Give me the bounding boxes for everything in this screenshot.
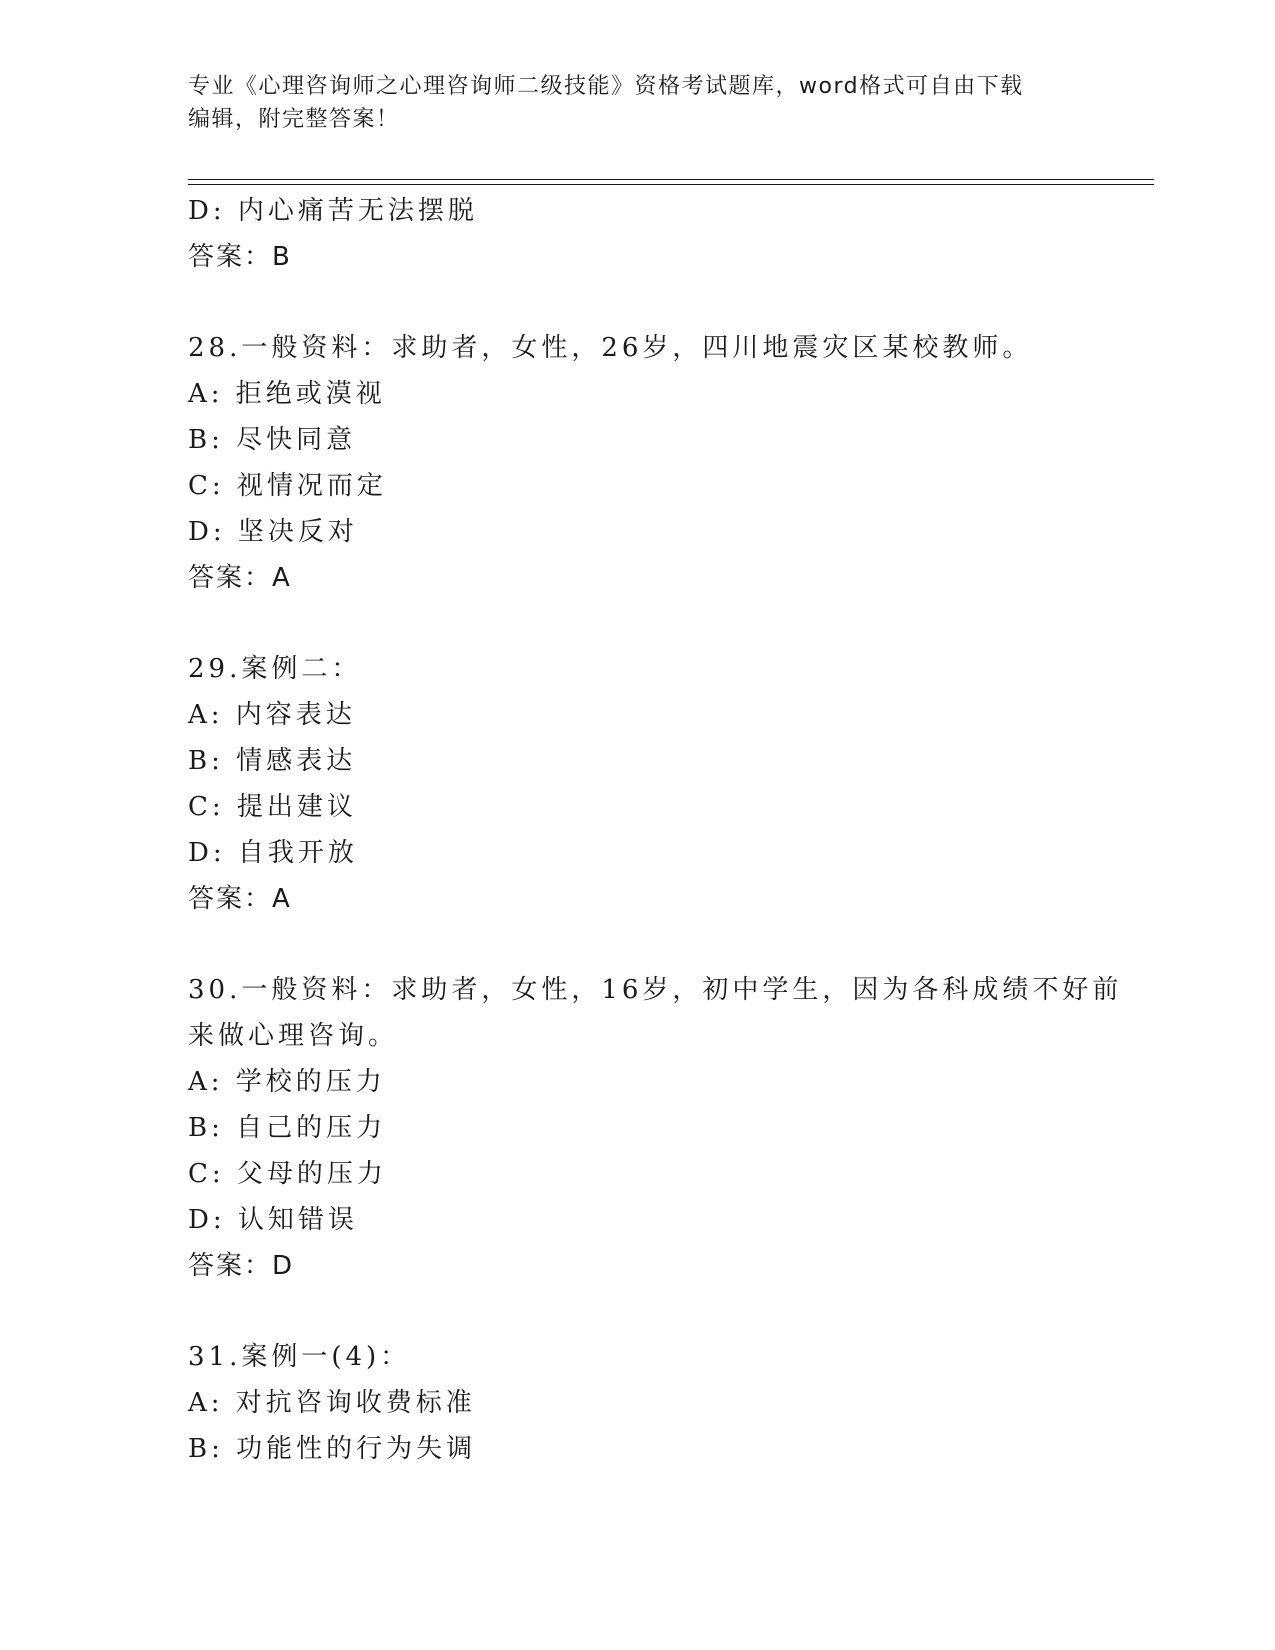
option-a: A: 内容表达 — [188, 700, 356, 730]
question-28 — [188, 325, 1128, 601]
question-29 — [188, 646, 1128, 922]
header-divider-top — [188, 179, 1154, 180]
question-stem: 29.案例二： — [188, 654, 362, 684]
question-stem: 28.一般资料：求助者，女性，26岁，四川地震灾区某校教师。 — [188, 333, 1033, 363]
answer-line: 答案：A — [188, 563, 292, 593]
question-27-fragment — [188, 188, 1128, 280]
option-a: A: 拒绝或漠视 — [188, 379, 386, 409]
document-header — [188, 70, 1088, 136]
question-stem-line-1: 30.一般资料：求助者，女性，16岁，初中学生，因为各科成绩不好前 — [188, 975, 1123, 1005]
answer-line: 答案：B — [188, 242, 292, 272]
header-line-2: 编辑，附完整答案！ — [188, 107, 400, 132]
answer-line: 答案：D — [188, 1251, 295, 1281]
option-b: B: 尽快同意 — [188, 425, 357, 455]
option-a: A: 学校的压力 — [188, 1067, 386, 1097]
option-c: C: 父母的压力 — [188, 1159, 387, 1189]
header-line-1: 专业《心理咨询师之心理咨询师二级技能》资格考试题库，word格式可自由下载 — [188, 74, 1024, 99]
option-b: B: 功能性的行为失调 — [188, 1434, 477, 1464]
option-d: D: 自我开放 — [188, 838, 358, 868]
question-stem-line-2: 来做心理咨询。 — [188, 1021, 399, 1051]
header-divider-bottom — [188, 184, 1154, 185]
option-a: A: 对抗咨询收费标准 — [188, 1388, 476, 1418]
question-list — [188, 188, 1128, 1472]
question-stem: 31.案例一(4)： — [188, 1342, 411, 1372]
question-30 — [188, 967, 1128, 1289]
option-d: D: 内心痛苦无法摆脱 — [188, 196, 478, 226]
option-d: D: 认知错误 — [188, 1205, 358, 1235]
question-31 — [188, 1334, 1128, 1472]
answer-line: 答案：A — [188, 884, 292, 914]
option-c: C: 视情况而定 — [188, 471, 387, 501]
option-b: B: 情感表达 — [188, 746, 357, 776]
option-b: B: 自己的压力 — [188, 1113, 387, 1143]
option-c: C: 提出建议 — [188, 792, 357, 822]
option-d: D: 坚决反对 — [188, 517, 358, 547]
